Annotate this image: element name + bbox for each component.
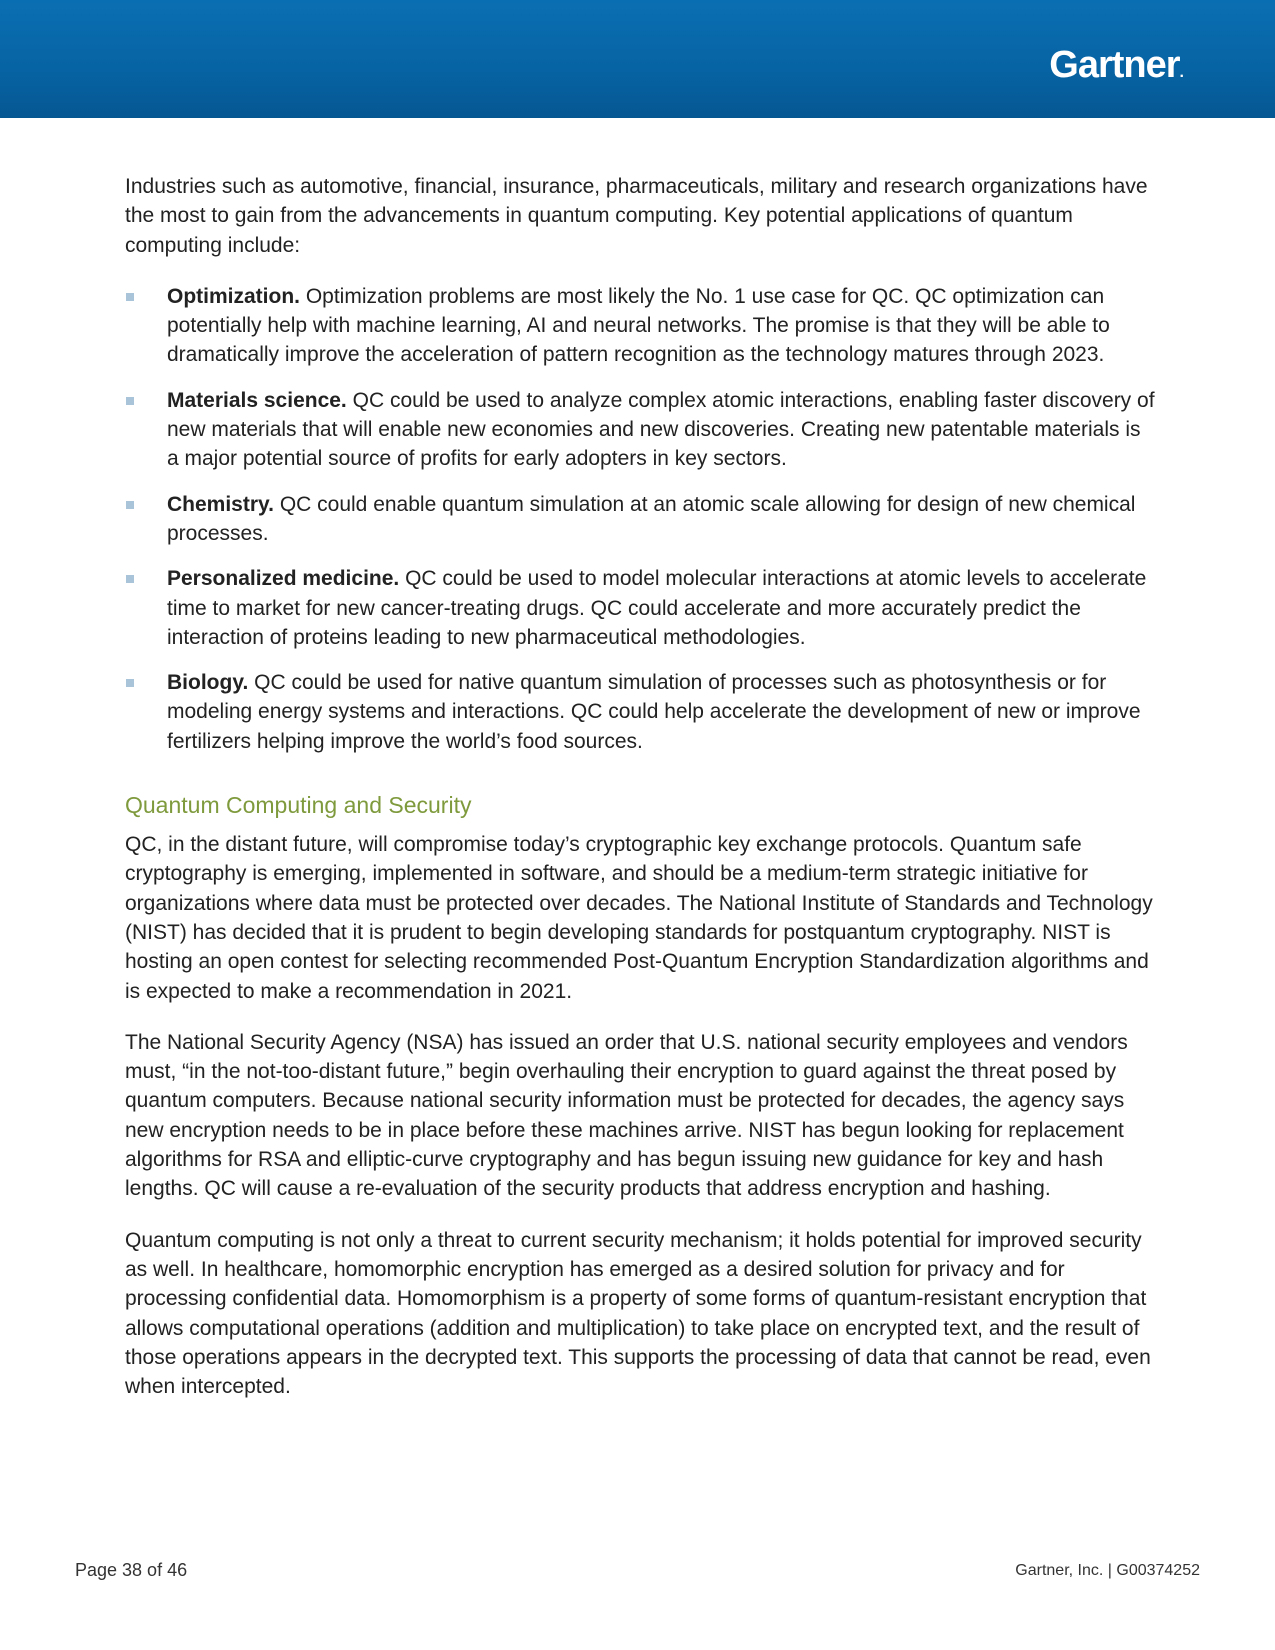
logo-dot: . — [1179, 64, 1183, 81]
section-paragraph: The National Security Agency (NSA) has issued an order that U.S. national security employees and vendors must, “in the not-too-distant future,” begin overhauling their encryption to guard against the threat posed by quantum computers. Because national security information must be protected for decades, the agency says new encryption needs to be in place before these machines arrive. NIST has begun looking for replacement algorithms for RSA and elliptic-curve cryptography and has begun issuing new guidance for key and hash lengths. QC will cause a re-evaluation of the security products that address encryption and hashing. — [125, 1030, 1128, 1201]
bullet-title: Materials science. — [167, 388, 347, 412]
list-item — [125, 386, 1155, 474]
section-paragraph: Quantum computing is not only a threat to current security mechanism; it holds potential for improved security as well. In healthcare, homomorphic encryption has emerged as a desired solution for privacy and for processing confidential data. Homomorphism is a property of some forms of quantum-resistant encryption that allows computational operations (addition and multiplication) to take place on encrypted text, and the result of those operations appears in the decrypted text. This supports the processing of data that cannot be read, even when intercepted. — [125, 1228, 1151, 1399]
bullet-square-icon — [126, 575, 134, 583]
document-body — [125, 172, 1155, 1423]
bullet-square-icon — [126, 679, 134, 687]
section-paragraph: QC, in the distant future, will compromise today’s cryptographic key exchange protocols. Quantum safe cryptography is emerging, implemented in software, and should be a medium-term strategic initiative for organizations where data must be protected over decades. The National Institute of Standards and Technology (NIST) has decided that it is prudent to begin developing standards for postquantum cryptography. NIST is hosting an open contest for selecting recommended Post-Quantum Encryption Standardization algorithms and is expected to make a recommendation in 2021. — [125, 833, 1153, 1003]
list-item — [125, 490, 1155, 549]
page-number: Page 38 of 46 — [75, 1560, 188, 1580]
applications-list — [125, 282, 1155, 756]
intro-paragraph: Industries such as automotive, financial, insurance, pharmaceuticals, military and research organizations have the most to gain from the advancements in quantum computing. Key potential applications of quantum computing include: — [125, 175, 1148, 257]
document-id: Gartner, Inc. | G00374252 — [1015, 1562, 1200, 1579]
bullet-text: Optimization problems are most likely the No. 1 use case for QC. QC optimization can potentially help with machine learning, AI and neural networks. The promise is that they will be able to dramatically improve the acceleration of pattern recognition as the technology matures through 2023. — [167, 284, 1110, 367]
bullet-text: QC could enable quantum simulation at an atomic scale allowing for design of new chemical processes. — [167, 492, 1136, 545]
bullet-title: Personalized medicine. — [167, 567, 400, 591]
bullet-title: Biology. — [167, 671, 249, 695]
bullet-text: QC could be used to analyze complex atomic interactions, enabling faster discovery of new materials that will enable new economies and new discoveries. Creating new patentable materials is a major potential source of profits for early adopters in key sectors. — [167, 388, 1155, 471]
bullet-square-icon — [126, 501, 134, 509]
bullet-title: Chemistry. — [167, 492, 274, 516]
bullet-text: QC could be used to model molecular interactions at atomic levels to accelerate time to market for new cancer-treating drugs. QC could accelerate and more accurately predict the interaction of proteins leading to new pharmaceutical methodologies. — [167, 567, 1147, 649]
bullet-square-icon — [126, 293, 134, 301]
list-item — [125, 668, 1155, 756]
list-item — [125, 564, 1155, 652]
bullet-text: QC could be used for native quantum simulation of processes such as photosynthesis or for modeling energy systems and interactions. QC could help accelerate the development of new or improve fertilizers helping improve the world’s food sources. — [167, 671, 1141, 753]
section-heading: Quantum Computing and Security — [125, 792, 472, 819]
bullet-square-icon — [126, 397, 134, 405]
header-band — [0, 0, 1275, 118]
list-item — [125, 282, 1155, 370]
logo-text: Gartner — [1049, 44, 1180, 86]
bullet-title: Optimization. — [167, 284, 300, 308]
gartner-logo — [1049, 46, 1183, 84]
